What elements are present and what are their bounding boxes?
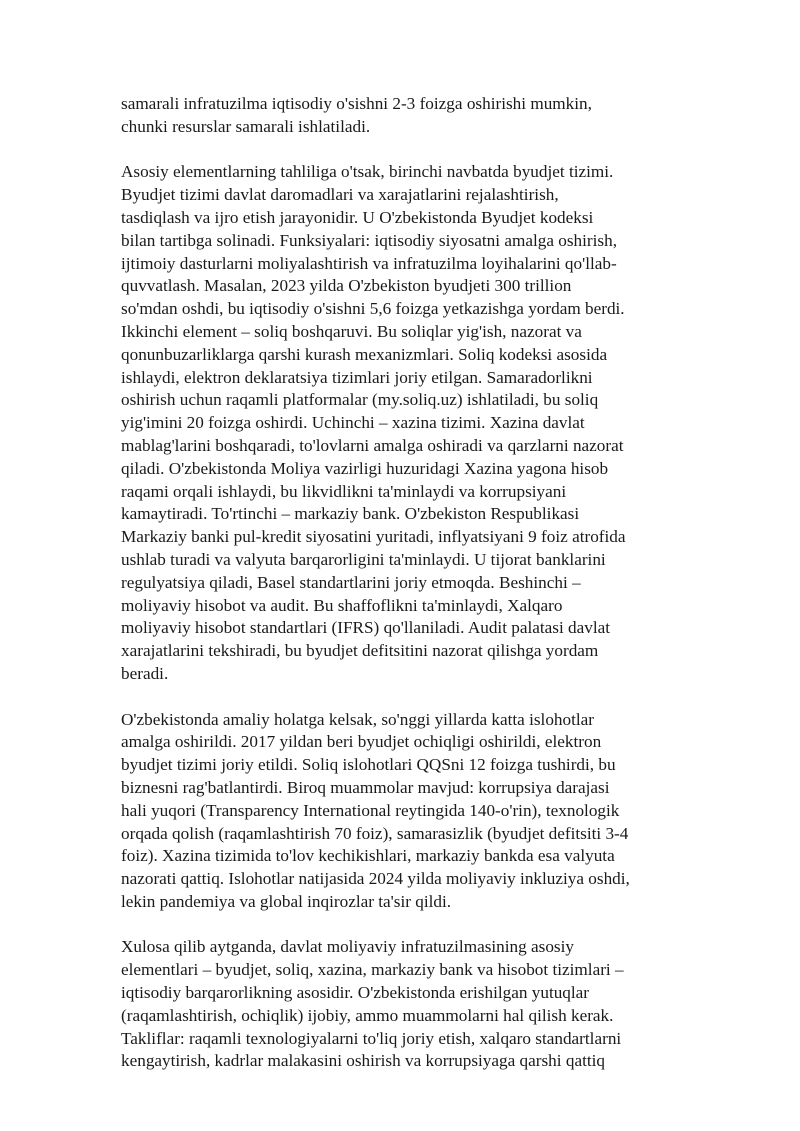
text-line: foiz). Xazina tizimida to'lov kechikishlari, markaziy bankda esa valyuta [121, 846, 615, 866]
text-line: beradi. [121, 663, 169, 683]
text-line: orqada qolish (raqamlashtirish 70 foiz), samarasizlik (byudjet defitsiti 3-4 [121, 823, 629, 843]
text-line: qonunbuzarliklarga qarshi kurash mexanizmlari. Soliq kodeksi asosida [121, 344, 608, 364]
text-line: regulyatsiya qiladi, Basel standartlarini joriy etmoqda. Beshinchi – [121, 572, 581, 592]
text-line: tasdiqlash va ijro etish jarayonidir. U O'zbekistonda Byudjet kodeksi [121, 207, 594, 227]
text-line: moliyaviy hisobot va audit. Bu shaffoflikni ta'minlaydi, Xalqaro [121, 595, 563, 615]
text-line: mablag'larini boshqaradi, to'lovlarni amalga oshiradi va qarzlarni nazorat [121, 435, 624, 455]
text-line: yig'imini 20 foizga oshirdi. Uchinchi – xazina tizimi. Xazina davlat [121, 413, 585, 433]
text-line: iqtisodiy barqarorlikning asosidir. O'zbekistonda erishilgan yutuqlar [121, 983, 590, 1003]
text-line: bilan tartibga solinadi. Funksiyalari: iqtisodiy siyosatni amalga oshirish, [121, 230, 617, 250]
text-line: elementlari – byudjet, soliq, xazina, markaziy bank va hisobot tizimlari – [121, 960, 624, 980]
paragraph [121, 161, 686, 685]
text-line: qiladi. O'zbekistonda Moliya vazirligi huzuridagi Xazina yagona hisob [121, 458, 609, 478]
text-line: nazorati qattiq. Islohotlar natijasida 2024 yilda moliyaviy inkluziya oshdi, [121, 869, 630, 889]
text-line: Xulosa qilib aytganda, davlat moliyaviy infratuzilmasining asosiy [121, 937, 574, 957]
paragraph [121, 709, 686, 914]
paragraph [121, 93, 686, 139]
text-line: ishlaydi, elektron deklaratsiya tizimlari joriy etilgan. Samaradorlikni [121, 367, 593, 387]
text-line: biznesni rag'batlantirdi. Biroq muammolar mavjud: korrupsiya darajasi [121, 777, 610, 797]
document-body [121, 93, 686, 1096]
text-line: Takliflar: raqamli texnologiyalarni to'liq joriy etish, xalqaro standartlarni [121, 1028, 622, 1048]
text-line: Markaziy banki pul-kredit siyosatini yuritadi, inflyatsiyani 9 foiz atrofida [121, 527, 626, 547]
text-line: samarali infratuzilma iqtisodiy o'sishni 2-3 foizga oshirishi mumkin, [121, 94, 592, 113]
text-line: Byudjet tizimi davlat daromadlari va xarajatlarini rejalashtirish, [121, 185, 559, 205]
text-line: kamaytiradi. To'rtinchi – markaziy bank. O'zbekiston Respublikasi [121, 504, 580, 524]
text-line: Asosiy elementlarning tahliliga o'tsak, birinchi navbatda byudjet tizimi. [121, 162, 614, 182]
text-line: amalga oshirildi. 2017 yildan beri byudjet ochiqligi oshirildi, elektron [121, 732, 602, 752]
text-line: Ikkinchi element – soliq boshqaruvi. Bu soliqlar yig'ish, nazorat va [121, 321, 582, 341]
text-line: kengaytirish, kadrlar malakasini oshirish va korrupsiyaga qarshi qattiq [121, 1051, 605, 1071]
paragraph [121, 936, 686, 1073]
text-line: (raqamlashtirish, ochiqlik) ijobiy, ammo muammolarni hal qilish kerak. [121, 1005, 614, 1025]
text-line: O'zbekistonda amaliy holatga kelsak, so'nggi yillarda katta islohotlar [121, 709, 595, 729]
text-line: lekin pandemiya va global inqirozlar ta'sir qildi. [121, 891, 452, 911]
text-line: chunki resurslar samarali ishlatiladi. [121, 116, 371, 136]
text-line: xarajatlarini tekshiradi, bu byudjet defitsitini nazorat qilishga yordam [121, 641, 599, 661]
text-line: quvvatlash. Masalan, 2023 yilda O'zbekiston byudjeti 300 trillion [121, 276, 572, 296]
text-line: ijtimoiy dasturlarni moliyalashtirish va infratuzilma loyihalarini qo'llab- [121, 253, 617, 273]
text-line: moliyaviy hisobot standartlari (IFRS) qo'llaniladi. Audit palatasi davlat [121, 618, 611, 638]
text-line: oshirish uchun raqamli platformalar (my.soliq.uz) ishlatiladi, bu soliq [121, 390, 599, 410]
text-line: hali yuqori (Transparency International reytingida 140-o'rin), texnologik [121, 800, 620, 820]
text-line: ushlab turadi va valyuta barqarorligini ta'minlaydi. U tijorat banklarini [121, 549, 606, 569]
text-line: so'mdan oshdi, bu iqtisodiy o'sishni 5,6 foizga yetkazishga yordam berdi. [121, 299, 625, 319]
text-line: byudjet tizimi joriy etildi. Soliq islohotlari QQSni 12 foizga tushirdi, bu [121, 755, 616, 775]
text-line: raqami orqali ishlaydi, bu likvidlikni ta'minlaydi va korrupsiyani [121, 481, 567, 501]
